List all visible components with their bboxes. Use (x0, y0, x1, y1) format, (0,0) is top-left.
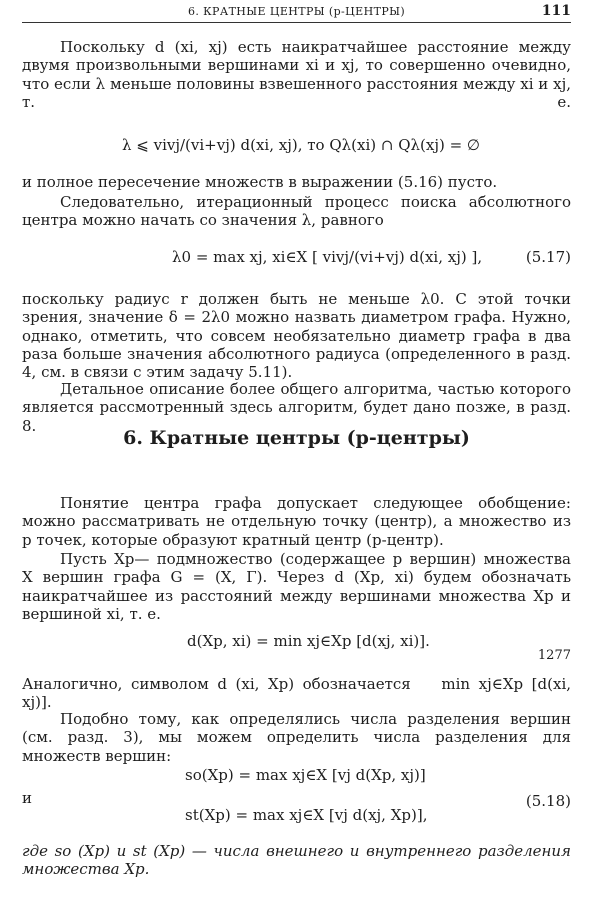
paragraph-2 (22, 173, 571, 191)
equation-d-xp-xi-body: d(Xp, xi) = min xj∈Xp [d(xj, xi)]. (187, 632, 430, 650)
equation-5-18-number: (5.18) (525, 792, 571, 810)
header-rule (22, 22, 571, 23)
p11-text: где so (Xp) и st (Xp) — числа внешнего и внутреннего разделения множества Xp. (22, 842, 571, 879)
running-head-title: 6. КРАТНЫЕ ЦЕНТРЫ (р-ЦЕНТРЫ) (187, 5, 406, 18)
paragraph-3 (22, 193, 571, 230)
p4-text: поскольку радиус r должен быть не меньше λ0. С этой точки зрения, значение δ = 2λ0 можно назвать диаметром графа. Нужно, однако, отметить, что совсем необязательно диаметр графа в два раза больше значения абсолютного радиуса (определенного в разд. 4, см. в связи с этим задачу 5.11). (22, 290, 571, 382)
equation-5-17 (22, 240, 571, 276)
p6-text: Понятие центра графа допускает следующее обобщение: можно рассматривать не отдельную точку (центр), а множество из p точек, которые образуют кратный центр (p-центр). (22, 494, 571, 549)
p1-text: Поскольку d (xi, xj) есть наикратчайшее расстояние между двумя произвольными вершинами xi и xj, то совершенно очевидно, что если λ меньше половины взвешенного расстояния между xi и xj, т. е. (22, 38, 571, 111)
equation-and-word: и (22, 789, 32, 807)
equation-5-17-number: (5.17) (525, 248, 571, 266)
equation-lambda-body: λ ⩽ vivj/(vi+vj) d(xi, xj), то Qλ(xi) ∩ Qλ(xj) = ∅ (122, 136, 481, 154)
p7-text: Пусть Xp— подмножество (содержащее p вершин) множества X вершин графа G = (X, Γ). Через d (Xp, xi) будем обозначать наикратчайшее из расстояний между вершинами множества Xp и вершиной xi, т. е. (22, 550, 571, 623)
section-heading: 6. Кратные центры (p-центры) (123, 427, 470, 449)
equation-5-18 (22, 764, 571, 844)
equation-d-xi-xp: min xj∈Xp [d(xi, xj)]. (22, 675, 572, 712)
paragraph-8 (22, 675, 571, 712)
running-head (22, 2, 571, 20)
equation-st-body: st(Xp) = max xj∈X [vj d(xj, Xp)], (185, 806, 428, 824)
paragraph-6 (22, 494, 571, 549)
equation-5-17-body: λ0 = max xj, xi∈X [ vivj/(vi+vj) d(xi, xj) ], (172, 248, 483, 266)
equation-so-body: so(Xp) = max xj∈X [vj d(Xp, xj)] (185, 766, 426, 784)
equation-lambda (22, 128, 571, 164)
page-number: 111 (541, 3, 571, 19)
p2-text: и полное пересечение множеств в выражении (5.16) пусто. (22, 173, 498, 191)
equation-d-xp-xi-number: 1277 (537, 648, 571, 663)
p5-text: Детальное описание более общего алгоритма, частью которого является рассмотренный здесь алгоритм, будет дано позже, в разд. 8. (22, 380, 571, 435)
equation-d-xp-xi (22, 626, 571, 662)
paragraph-4 (22, 290, 571, 381)
p9-text: Подобно тому, как определялись числа разделения вершин (см. разд. 3), мы можем определить числа разделения для множеств вершин: (22, 710, 571, 765)
paragraph-11 (22, 842, 571, 879)
paragraph-7 (22, 550, 571, 623)
paragraph-9 (22, 710, 571, 765)
paragraph-1 (22, 38, 571, 111)
p8-text: Аналогично, символом d (xi, Xp) обозначается (22, 675, 411, 693)
p3-text: Следовательно, итерационный процесс поиска абсолютного центра можно начать со значения λ, равного (22, 193, 571, 230)
